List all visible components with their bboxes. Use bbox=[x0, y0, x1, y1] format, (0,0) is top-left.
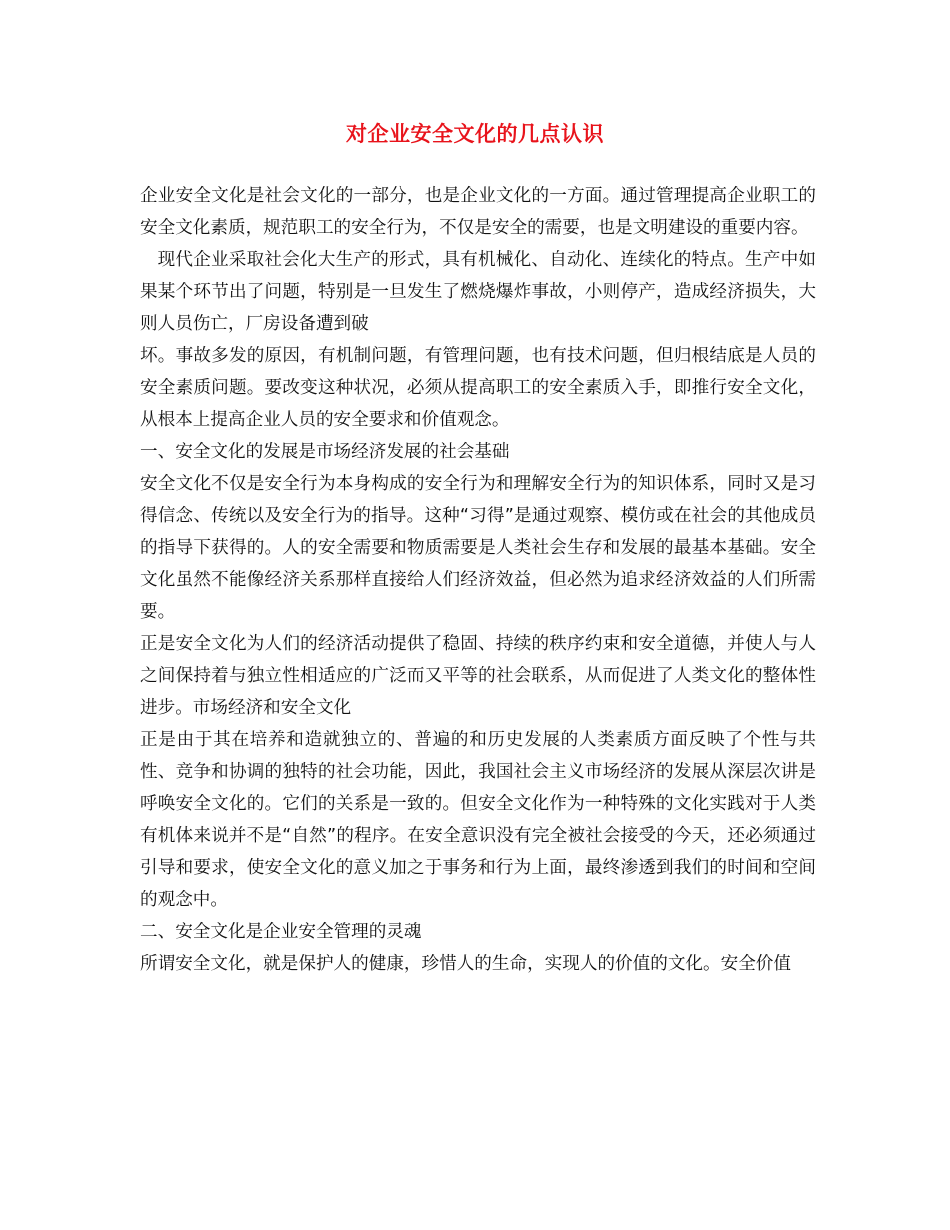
paragraph-accident-causes: 坏。事故多发的原因，有机制问题，有管理问题，也有技术问题，但归根结底是人员的安全素质问题。要改变这种状况，必须从提高职工的安全素质入手，即推行安全文化，从根本上提高企业人员的安全要求和价值观念。 bbox=[140, 346, 816, 430]
paragraph-safety-culture-definition: 安全文化不仅是安全行为本身构成的安全行为和理解安全行为的知识体系，同时又是习得信念、传统以及安全行为的指导。这种“习得”是通过观察、模仿或在社会的其他成员的指导下获得的。人的安全需要和物质需要是人类社会生存和发展的最基本基础。安全文化虽然不能像经济关系那样直接给人们经济效益，但必然为追求经济效益的人们所需要。 bbox=[140, 474, 816, 622]
section-heading-1: 一、安全文化的发展是市场经济发展的社会基础 bbox=[140, 442, 510, 462]
paragraph-intro: 企业安全文化是社会文化的一部分，也是企业文化的一方面。通过管理提高企业职工的安全文化素质，规范职工的安全行为，不仅是安全的需要，也是文明建设的重要内容。 bbox=[140, 186, 816, 238]
document-body bbox=[140, 180, 816, 980]
section-heading-2: 二、安全文化是企业安全管理的灵魂 bbox=[140, 922, 422, 942]
paragraph-modern-enterprise: 现代企业采取社会化大生产的形式，具有机械化、自动化、连续化的特点。生产中如果某个环节出了问题，特别是一旦发生了燃烧爆炸事故，小则停产，造成经济损失，大则人员伤亡，厂房设备遭到破 bbox=[140, 250, 816, 334]
paragraph-market-economy: 正是由于其在培养和造就独立的、普遍的和历史发展的人类素质方面反映了个性与共性、竞争和协调的独特的社会功能，因此，我国社会主义市场经济的发展从深层次讲是呼唤安全文化的。它们的关系是一致的。但安全文化作为一种特殊的文化实践对于人类有机体来说并不是“自然”的程序。在安全意识没有完全被社会接受的今天，还必须通过引导和要求，使安全文化的意义加之于事务和行为上面，最终渗透到我们的时间和空间的观念中。 bbox=[140, 730, 816, 910]
document-title: 对企业安全文化的几点认识 bbox=[346, 121, 604, 146]
paragraph-economic-order: 正是安全文化为人们的经济活动提供了稳固、持续的秩序约束和安全道德，并使人与人之间保持着与独立性相适应的广泛而又平等的社会联系，从而促进了人类文化的整体性进步。市场经济和安全文化 bbox=[140, 634, 816, 718]
paragraph-safety-culture-meaning: 所谓安全文化，就是保护人的健康，珍惜人的生命，实现人的价值的文化。安全价值 bbox=[140, 954, 791, 974]
